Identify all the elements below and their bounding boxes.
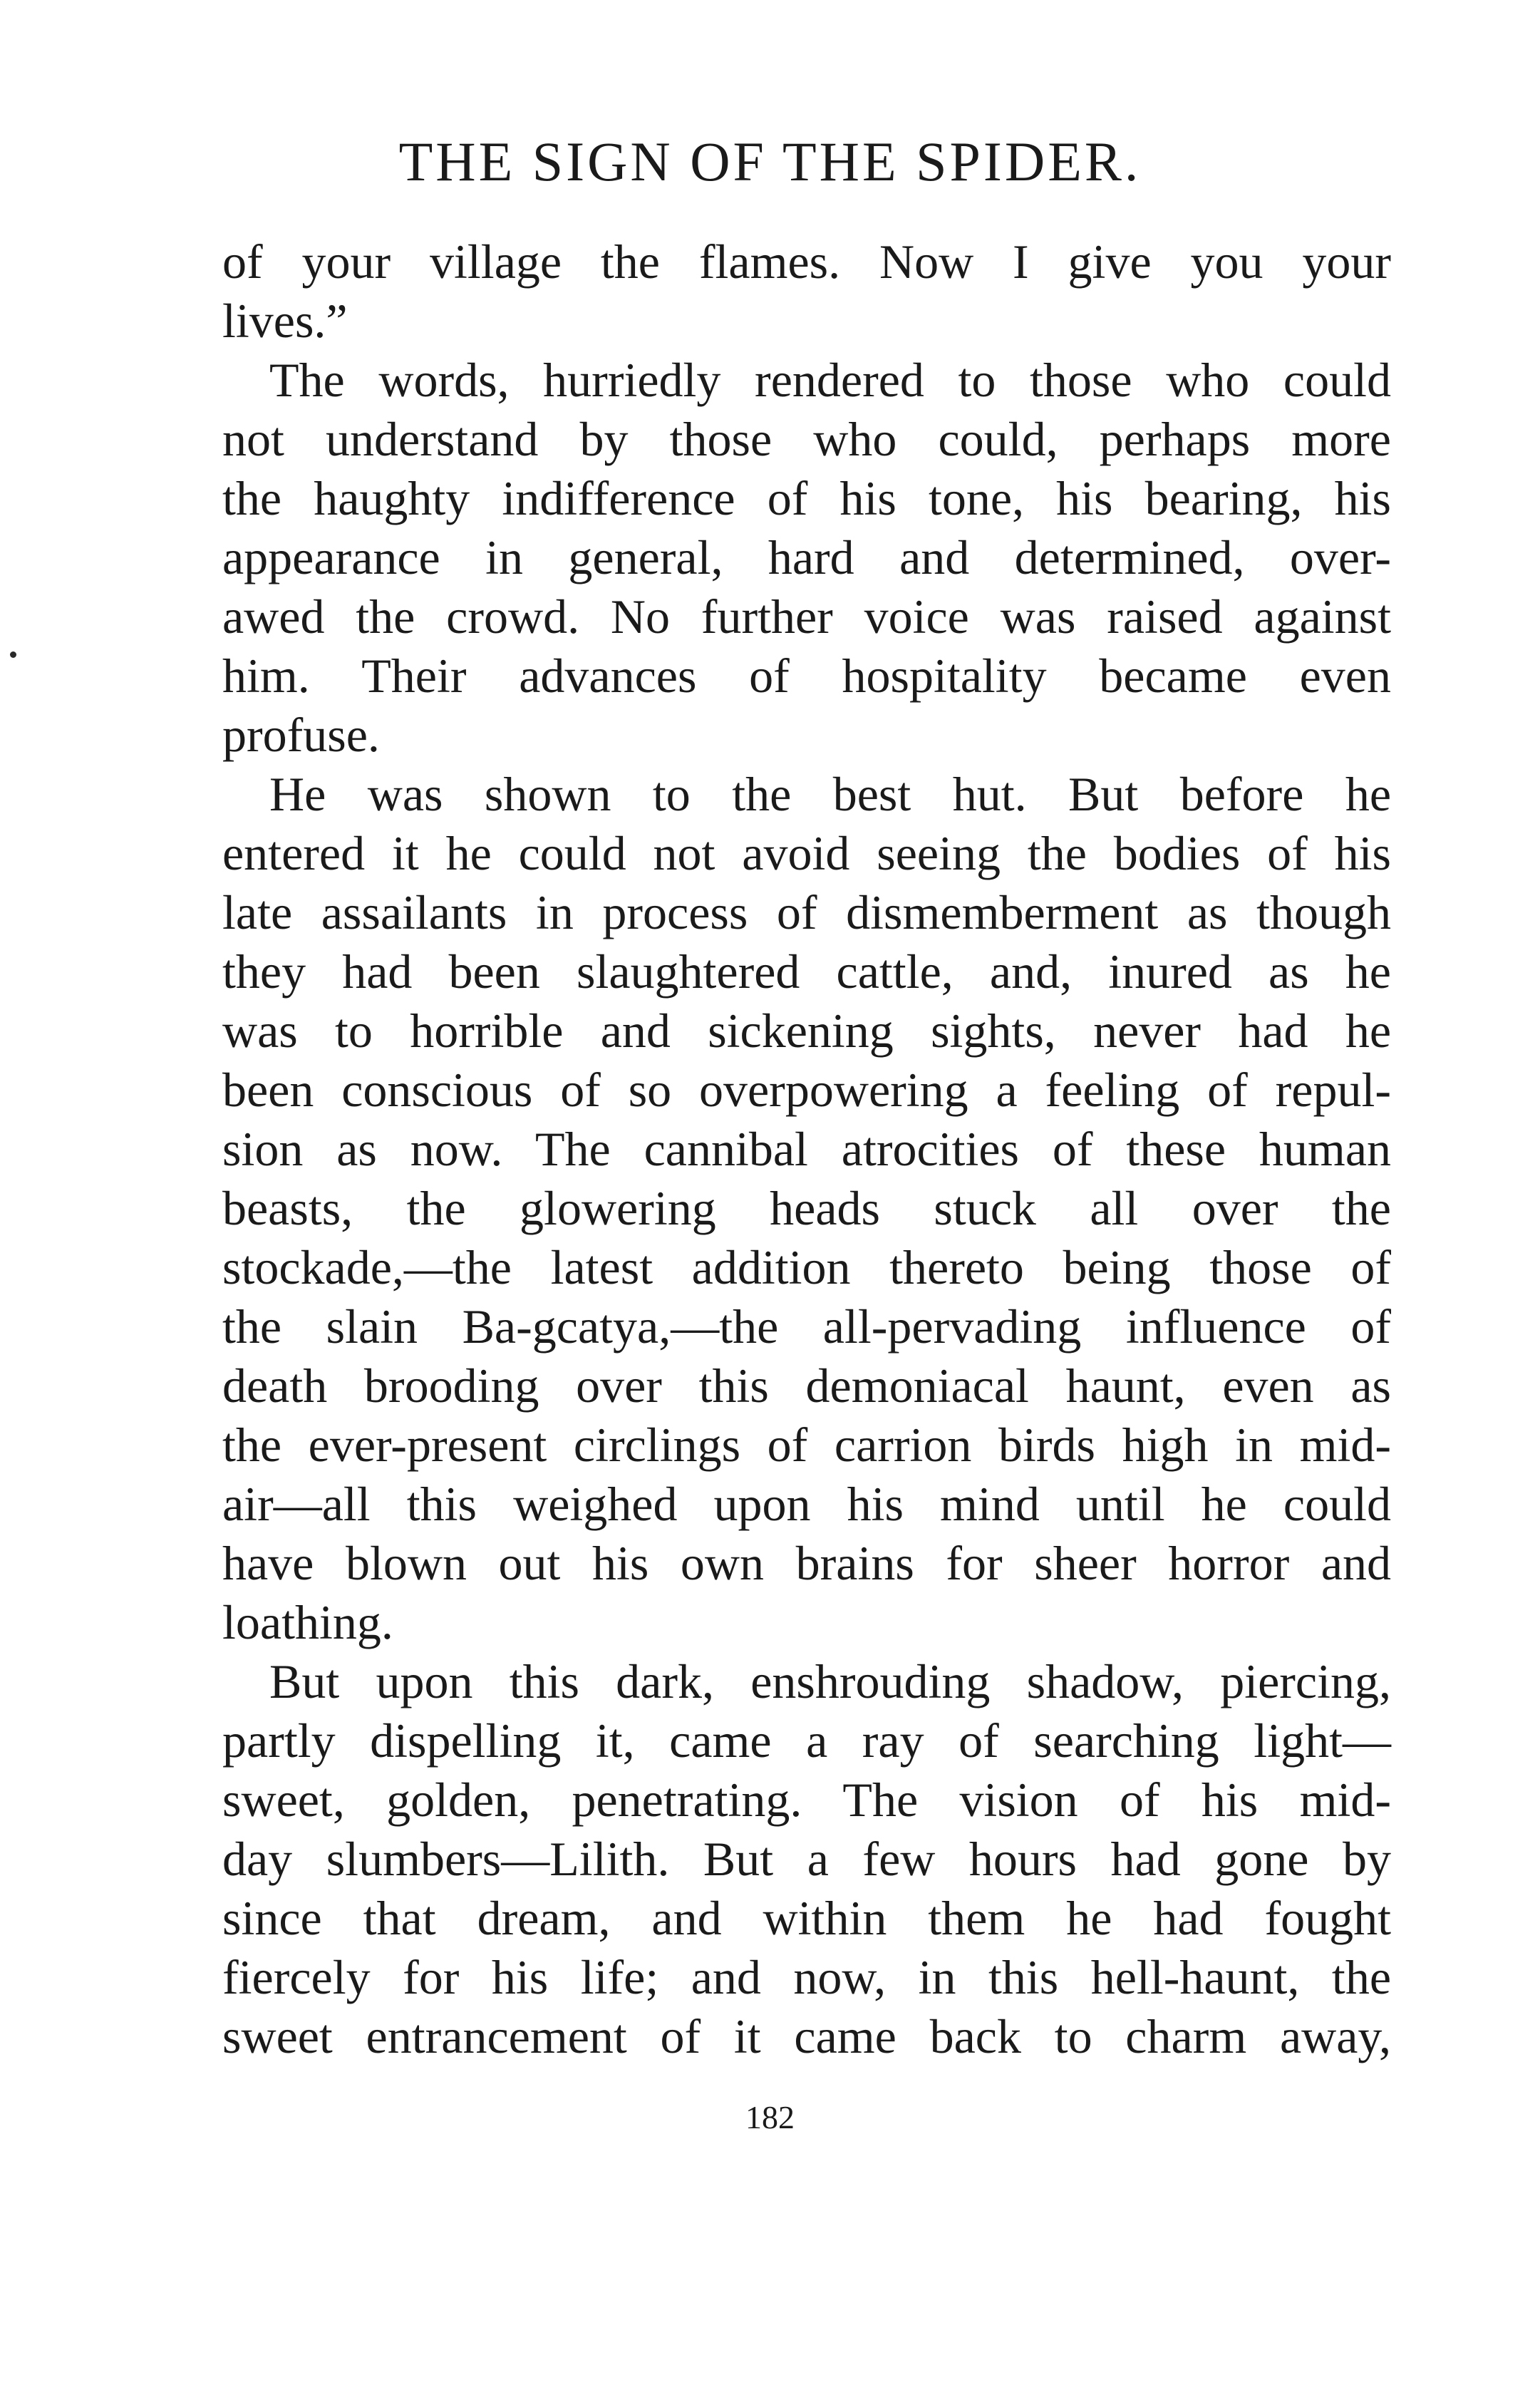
text-line: beasts, the glowering heads stuck all over the <box>222 1181 1391 1235</box>
text-line: him. Their advances of hospitality became even <box>222 649 1391 703</box>
text-line: loathing. <box>222 1595 393 1649</box>
text-line: He was shown to the best hut. But before he <box>269 767 1391 821</box>
text-line: the slain Ba-gcatya,—the all-pervading influence of <box>222 1299 1391 1354</box>
text-line: since that dream, and within them he had fought <box>222 1891 1391 1945</box>
text-line: not understand by those who could, perhaps more <box>222 412 1391 466</box>
text-line: The words, hurriedly rendered to those who could <box>269 353 1391 407</box>
text-line: have blown out his own brains for sheer horror and <box>222 1536 1391 1590</box>
text-line: But upon this dark, enshrouding shadow, piercing, <box>269 1654 1391 1708</box>
text-line: of your village the flames. Now I give you your <box>222 234 1391 289</box>
body-text <box>222 232 1391 2066</box>
text-line: entered it he could not avoid seeing the bodies of his <box>222 826 1391 880</box>
text-line: late assailants in process of dismemberment as though <box>222 885 1391 939</box>
text-line: been conscious of so overpowering a feeling of repul- <box>222 1063 1391 1117</box>
page-number: 182 <box>745 2099 795 2135</box>
text-line: sweet entrancement of it came back to charm away, <box>222 2009 1391 2063</box>
text-line: sion as now. The cannibal atrocities of these human <box>222 1122 1391 1176</box>
text-line: fiercely for his life; and now, in this hell-haunt, the <box>222 1950 1391 2004</box>
text-line: they had been slaughtered cattle, and, inured as he <box>222 944 1391 999</box>
text-line: the ever-present circlings of carrion birds high in mid- <box>222 1418 1391 1472</box>
text-line: stockade,—the latest addition thereto being those of <box>222 1240 1391 1294</box>
text-line: lives.” <box>222 294 348 348</box>
text-line: air—all this weighed upon his mind until he could <box>222 1477 1391 1531</box>
text-line: partly dispelling it, came a ray of searching light— <box>222 1713 1391 1768</box>
ink-speck <box>10 651 16 658</box>
text-line: was to horrible and sickening sights, never had he <box>222 1004 1391 1058</box>
text-line: sweet, golden, penetrating. The vision of his mid- <box>222 1773 1391 1827</box>
text-line: day slumbers—Lilith. But a few hours had gone by <box>222 1832 1391 1886</box>
text-line: profuse. <box>222 708 380 762</box>
text-line: appearance in general, hard and determined, over- <box>222 530 1391 584</box>
text-line: the haughty indifference of his tone, his bearing, his <box>222 471 1391 525</box>
text-line: death brooding over this demoniacal haunt, even as <box>222 1359 1391 1413</box>
text-line: awed the crowd. No further voice was raised against <box>222 589 1391 644</box>
running-head: THE SIGN OF THE SPIDER. <box>398 130 1142 192</box>
